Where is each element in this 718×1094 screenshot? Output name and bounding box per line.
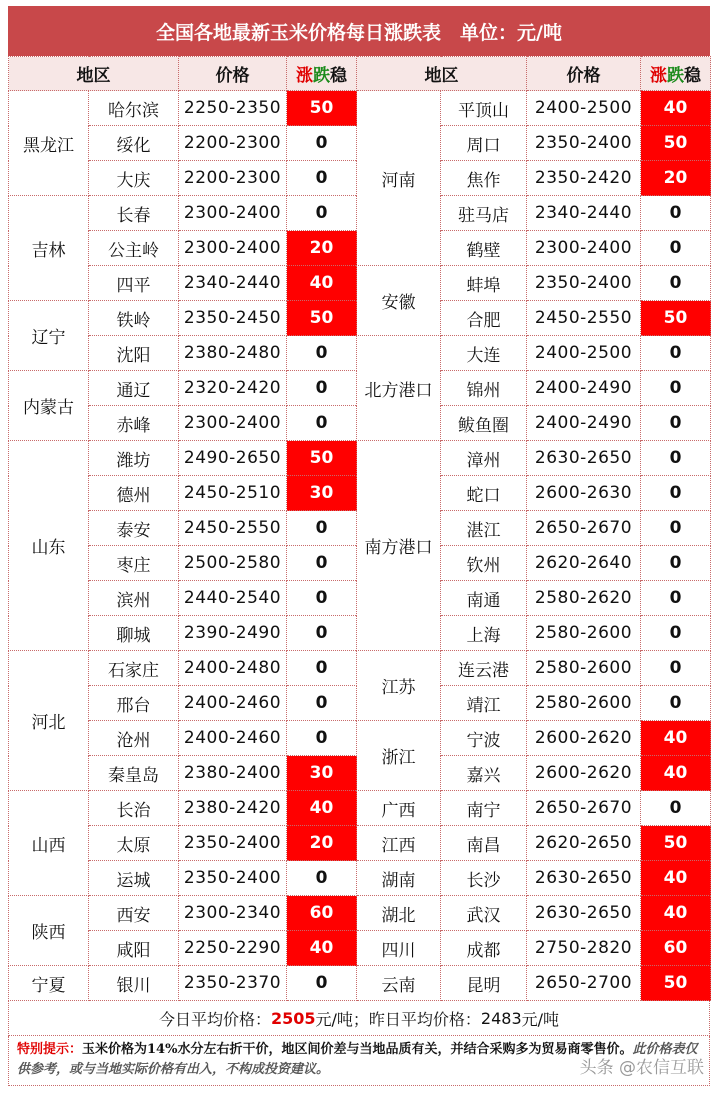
table-row	[9, 91, 711, 126]
header-change-left	[287, 57, 357, 91]
table-row	[9, 266, 711, 301]
price-cell: 2340-2440	[527, 196, 641, 231]
region-cell: 宁夏	[9, 966, 89, 1001]
table-row	[9, 826, 711, 861]
change-cell: 0	[641, 441, 711, 476]
header-down-label: 跌	[667, 66, 684, 86]
region-cell: 河北	[9, 651, 89, 791]
header-region-right: 地区	[357, 57, 527, 91]
price-cell: 2580-2620	[527, 581, 641, 616]
price-cell: 2630-2650	[527, 441, 641, 476]
change-cell: 0	[641, 476, 711, 511]
price-cell: 2450-2510	[179, 476, 287, 511]
price-cell: 2400-2500	[527, 336, 641, 371]
price-cell: 2600-2620	[527, 756, 641, 791]
table-header-row	[9, 57, 711, 91]
city-cell: 潍坊	[89, 441, 179, 476]
change-cell: 30	[287, 756, 357, 791]
price-cell: 2580-2600	[527, 651, 641, 686]
price-cell: 2350-2400	[527, 266, 641, 301]
city-cell: 聊城	[89, 616, 179, 651]
yesterday-average-value: 2483	[480, 1008, 522, 1028]
change-cell: 40	[287, 931, 357, 966]
change-cell: 50	[287, 301, 357, 336]
region-cell: 广西	[357, 791, 441, 826]
change-cell: 0	[641, 581, 711, 616]
price-cell: 2390-2490	[179, 616, 287, 651]
price-cell: 2400-2500	[527, 91, 641, 126]
price-cell: 2440-2540	[179, 581, 287, 616]
table-row	[9, 721, 711, 756]
change-cell: 50	[641, 126, 711, 161]
price-cell: 2750-2820	[527, 931, 641, 966]
table-row	[9, 861, 711, 896]
header-price-left: 价格	[179, 57, 287, 91]
change-cell: 20	[641, 161, 711, 196]
price-cell: 2620-2650	[527, 826, 641, 861]
today-average-value: 2505	[270, 1008, 316, 1028]
change-cell: 40	[287, 791, 357, 826]
city-cell: 驻马店	[441, 196, 527, 231]
change-cell: 20	[287, 826, 357, 861]
city-cell: 南昌	[441, 826, 527, 861]
city-cell: 银川	[89, 966, 179, 1001]
price-cell: 2620-2640	[527, 546, 641, 581]
region-cell: 安徽	[357, 266, 441, 336]
change-cell: 0	[287, 406, 357, 441]
region-cell: 山东	[9, 441, 89, 651]
yesterday-average-unit: 元/吨	[521, 1009, 560, 1029]
price-cell: 2400-2480	[179, 651, 287, 686]
city-cell: 公主岭	[89, 231, 179, 266]
change-cell: 0	[287, 336, 357, 371]
city-cell: 南通	[441, 581, 527, 616]
region-cell: 北方港口	[357, 336, 441, 441]
table-row	[9, 336, 711, 371]
change-cell: 40	[641, 896, 711, 931]
price-cell: 2350-2400	[179, 826, 287, 861]
region-cell: 南方港口	[357, 441, 441, 651]
region-cell: 湖北	[357, 896, 441, 931]
price-cell: 2650-2670	[527, 791, 641, 826]
price-cell: 2400-2460	[179, 721, 287, 756]
change-cell: 0	[641, 336, 711, 371]
city-cell: 四平	[89, 266, 179, 301]
city-cell: 通辽	[89, 371, 179, 406]
price-cell: 2320-2420	[179, 371, 287, 406]
average-price-row	[8, 1001, 710, 1036]
price-cell: 2350-2400	[179, 861, 287, 896]
city-cell: 平顶山	[441, 91, 527, 126]
city-cell: 靖江	[441, 686, 527, 721]
header-region-left: 地区	[9, 57, 179, 91]
change-cell: 0	[641, 686, 711, 721]
price-cell: 2500-2580	[179, 546, 287, 581]
today-average-unit: 元/吨；	[315, 1009, 369, 1029]
change-cell: 0	[287, 966, 357, 1001]
city-cell: 宁波	[441, 721, 527, 756]
table-row	[9, 441, 711, 476]
header-down-label: 跌	[313, 66, 330, 86]
change-cell: 0	[641, 511, 711, 546]
today-average-label: 今日平均价格：	[158, 1009, 271, 1029]
region-cell: 云南	[357, 966, 441, 1001]
city-cell: 滨州	[89, 581, 179, 616]
city-cell: 南宁	[441, 791, 527, 826]
change-cell: 0	[287, 126, 357, 161]
change-cell: 0	[287, 511, 357, 546]
change-cell: 0	[287, 546, 357, 581]
price-cell: 2300-2400	[179, 231, 287, 266]
price-cell: 2580-2600	[527, 686, 641, 721]
city-cell: 钦州	[441, 546, 527, 581]
region-cell: 江苏	[357, 651, 441, 721]
city-cell: 邢台	[89, 686, 179, 721]
region-cell: 黑龙江	[9, 91, 89, 196]
price-cell: 2300-2400	[179, 196, 287, 231]
change-cell: 50	[287, 91, 357, 126]
price-cell: 2450-2550	[179, 511, 287, 546]
change-cell: 0	[287, 861, 357, 896]
change-cell: 0	[287, 371, 357, 406]
table-row	[9, 931, 711, 966]
region-cell: 江西	[357, 826, 441, 861]
city-cell: 沧州	[89, 721, 179, 756]
price-cell: 2300-2400	[527, 231, 641, 266]
change-cell: 50	[287, 441, 357, 476]
city-cell: 沈阳	[89, 336, 179, 371]
change-cell: 0	[287, 721, 357, 756]
city-cell: 周口	[441, 126, 527, 161]
city-cell: 秦皇岛	[89, 756, 179, 791]
price-cell: 2300-2340	[179, 896, 287, 931]
city-cell: 哈尔滨	[89, 91, 179, 126]
price-cell: 2250-2350	[179, 91, 287, 126]
change-cell: 50	[641, 826, 711, 861]
change-cell: 30	[287, 476, 357, 511]
price-cell: 2350-2370	[179, 966, 287, 1001]
city-cell: 漳州	[441, 441, 527, 476]
change-cell: 0	[641, 616, 711, 651]
city-cell: 运城	[89, 861, 179, 896]
region-cell: 辽宁	[9, 301, 89, 371]
city-cell: 武汉	[441, 896, 527, 931]
price-cell: 2600-2630	[527, 476, 641, 511]
header-up-label: 涨	[650, 66, 667, 86]
price-cell: 2350-2420	[527, 161, 641, 196]
price-cell: 2650-2670	[527, 511, 641, 546]
price-cell: 2340-2440	[179, 266, 287, 301]
city-cell: 成都	[441, 931, 527, 966]
watermark: 头条 @农信互联	[579, 1058, 704, 1078]
table-row	[9, 791, 711, 826]
price-cell: 2250-2290	[179, 931, 287, 966]
city-cell: 泰安	[89, 511, 179, 546]
price-cell: 2350-2400	[527, 126, 641, 161]
change-cell: 0	[641, 406, 711, 441]
change-cell: 0	[287, 686, 357, 721]
table-row	[9, 966, 711, 1001]
region-cell: 河南	[357, 91, 441, 266]
price-cell: 2200-2300	[179, 161, 287, 196]
price-cell: 2400-2460	[179, 686, 287, 721]
change-cell: 0	[641, 546, 711, 581]
city-cell: 蛇口	[441, 476, 527, 511]
city-cell: 大庆	[89, 161, 179, 196]
change-cell: 40	[641, 721, 711, 756]
city-cell: 鲅鱼圈	[441, 406, 527, 441]
city-cell: 湛江	[441, 511, 527, 546]
note-disclaimer: 此价格表仅供参考，或与当地实际价格有出入，不构成投资建议。	[17, 1042, 698, 1077]
city-cell: 绥化	[89, 126, 179, 161]
header-price-right: 价格	[527, 57, 641, 91]
change-cell: 0	[641, 196, 711, 231]
region-cell: 陕西	[9, 896, 89, 966]
city-cell: 蚌埠	[441, 266, 527, 301]
price-cell: 2630-2650	[527, 896, 641, 931]
city-cell: 石家庄	[89, 651, 179, 686]
city-cell: 焦作	[441, 161, 527, 196]
price-cell: 2630-2650	[527, 861, 641, 896]
table-row	[9, 896, 711, 931]
region-cell: 山西	[9, 791, 89, 896]
change-cell: 0	[641, 231, 711, 266]
city-cell: 铁岭	[89, 301, 179, 336]
city-cell: 长治	[89, 791, 179, 826]
price-table	[8, 56, 711, 1001]
change-cell: 0	[641, 791, 711, 826]
region-cell: 四川	[357, 931, 441, 966]
change-cell: 0	[287, 161, 357, 196]
city-cell: 嘉兴	[441, 756, 527, 791]
change-cell: 40	[641, 91, 711, 126]
city-cell: 鹤壁	[441, 231, 527, 266]
city-cell: 昆明	[441, 966, 527, 1001]
region-cell: 内蒙古	[9, 371, 89, 441]
price-cell: 2380-2480	[179, 336, 287, 371]
header-flat-label: 稳	[684, 66, 701, 86]
city-cell: 西安	[89, 896, 179, 931]
change-cell: 50	[641, 966, 711, 1001]
city-cell: 连云港	[441, 651, 527, 686]
price-cell: 2300-2400	[179, 406, 287, 441]
city-cell: 枣庄	[89, 546, 179, 581]
header-up-label: 涨	[296, 66, 313, 86]
price-cell: 2650-2700	[527, 966, 641, 1001]
change-cell: 0	[641, 651, 711, 686]
region-cell: 湖南	[357, 861, 441, 896]
change-cell: 40	[287, 266, 357, 301]
change-cell: 0	[287, 196, 357, 231]
price-cell: 2400-2490	[527, 406, 641, 441]
price-cell: 2380-2400	[179, 756, 287, 791]
city-cell: 合肥	[441, 301, 527, 336]
price-table-frame	[8, 6, 710, 1092]
note-lead: 特别提示：	[17, 1042, 83, 1057]
city-cell: 赤峰	[89, 406, 179, 441]
region-cell: 浙江	[357, 721, 441, 791]
header-flat-label: 稳	[330, 66, 347, 86]
price-cell: 2580-2600	[527, 616, 641, 651]
price-cell: 2200-2300	[179, 126, 287, 161]
change-cell: 0	[641, 371, 711, 406]
change-cell: 0	[287, 616, 357, 651]
city-cell: 太原	[89, 826, 179, 861]
change-cell: 0	[287, 581, 357, 616]
change-cell: 20	[287, 231, 357, 266]
change-cell: 60	[287, 896, 357, 931]
price-cell: 2490-2650	[179, 441, 287, 476]
change-cell: 40	[641, 756, 711, 791]
change-cell: 0	[641, 266, 711, 301]
price-cell: 2380-2420	[179, 791, 287, 826]
table-row	[9, 651, 711, 686]
change-cell: 40	[641, 861, 711, 896]
city-cell: 大连	[441, 336, 527, 371]
price-cell: 2350-2450	[179, 301, 287, 336]
note-text: 玉米价格为14%水分左右折干价，地区间价差与当地品质有关，并结合采购多为贸易商零售价。	[82, 1042, 633, 1057]
city-cell: 咸阳	[89, 931, 179, 966]
change-cell: 0	[287, 651, 357, 686]
page-title: 全国各地最新玉米价格每日涨跌表 单位：元/吨	[8, 6, 710, 56]
price-cell: 2600-2620	[527, 721, 641, 756]
city-cell: 德州	[89, 476, 179, 511]
change-cell: 60	[641, 931, 711, 966]
region-cell: 吉林	[9, 196, 89, 301]
price-cell: 2400-2490	[527, 371, 641, 406]
city-cell: 上海	[441, 616, 527, 651]
change-cell: 50	[641, 301, 711, 336]
city-cell: 锦州	[441, 371, 527, 406]
city-cell: 长春	[89, 196, 179, 231]
city-cell: 长沙	[441, 861, 527, 896]
yesterday-average-label: 昨日平均价格：	[368, 1009, 481, 1029]
price-cell: 2450-2550	[527, 301, 641, 336]
header-change-right	[641, 57, 711, 91]
